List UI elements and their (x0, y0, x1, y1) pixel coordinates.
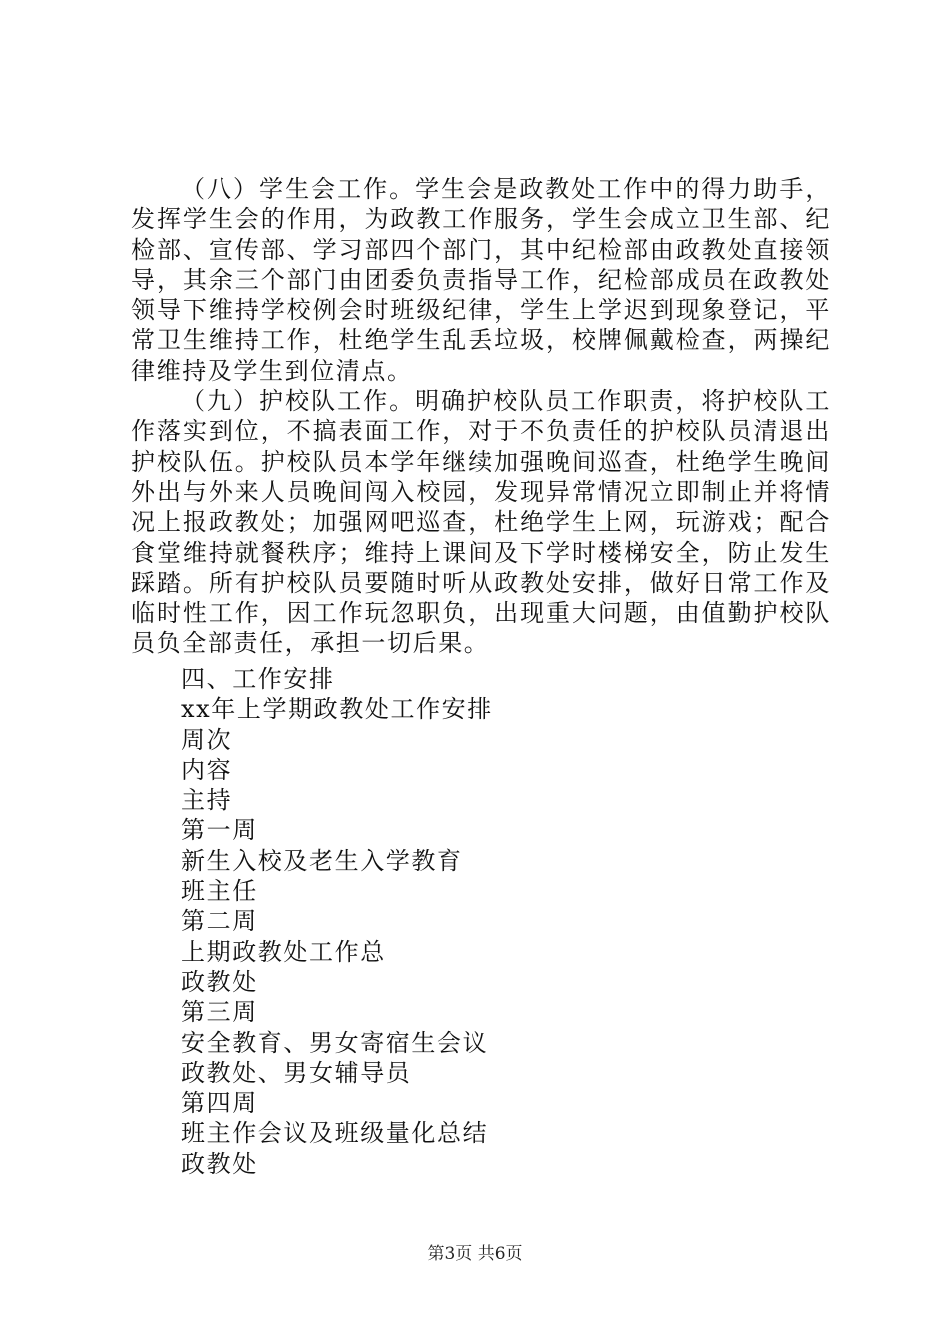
row-1-week: 第一周 (181, 816, 258, 845)
paragraph-campus-patrol: （九）护校队工作。明确护校队员工作职责，将护校队工作落实到位，不搞表面工作，对于不负责任的护校队员清退出护校队伍。护校队员本学年继续加强晚间巡查，杜绝学生晚间外出与外来人员晚间闯入校园，发现异常情况立即制止并将情况上报政教处；加强网吧巡查，杜绝学生上网，玩游戏；配合食堂维持就餐秩序；维持上课间及下学时楼梯安全，防止发生踩踏。所有护校队员要随时听从政教处安排，做好日常工作及临时性工作，因工作玩忽职负，出现重大问题，由值勤护校队员负全部责任，承担一切后果。 (131, 387, 831, 658)
row-3-host: 政教处、男女辅导员 (181, 1058, 412, 1087)
page-footer: 第3页 共6页 (427, 1244, 523, 1264)
paragraph-student-union: （八）学生会工作。学生会是政教处工作中的得力助手，发挥学生会的作用，为政教工作服务，学生会成立卫生部、纪检部、宣传部、学习部四个部门，其中纪检部由政教处直接领导，其余三个部门由团委负责指导工作，纪检部成员在政教处领导下维持学校例会时班级纪律，学生上学迟到现象登记，平常卫生维持工作，杜绝学生乱丢垃圾，校牌佩戴检查，两操纪律维持及学生到位清点。 (131, 175, 831, 385)
header-week: 周次 (181, 725, 233, 754)
row-4-week: 第四周 (181, 1089, 258, 1118)
row-2-week: 第二周 (181, 907, 258, 936)
section-heading: 四、工作安排 (181, 665, 335, 693)
row-2-content: 上期政教处工作总 (181, 937, 386, 966)
header-content: 内容 (181, 755, 233, 784)
row-4-content: 班主作会议及班级量化总结 (181, 1119, 489, 1148)
row-3-week: 第三周 (181, 998, 258, 1027)
row-2-host: 政教处 (181, 967, 258, 996)
work-arrangement-section (181, 664, 821, 1179)
body-text (131, 174, 831, 659)
row-1-content: 新生入校及老生入学教育 (181, 846, 463, 875)
row-4-host: 政教处 (181, 1149, 258, 1178)
row-1-host: 班主任 (181, 877, 258, 906)
row-3-content: 安全教育、男女寄宿生会议 (181, 1028, 489, 1057)
table-title: xx年上学期政教处工作安排 (181, 695, 493, 724)
header-host: 主持 (181, 786, 233, 815)
